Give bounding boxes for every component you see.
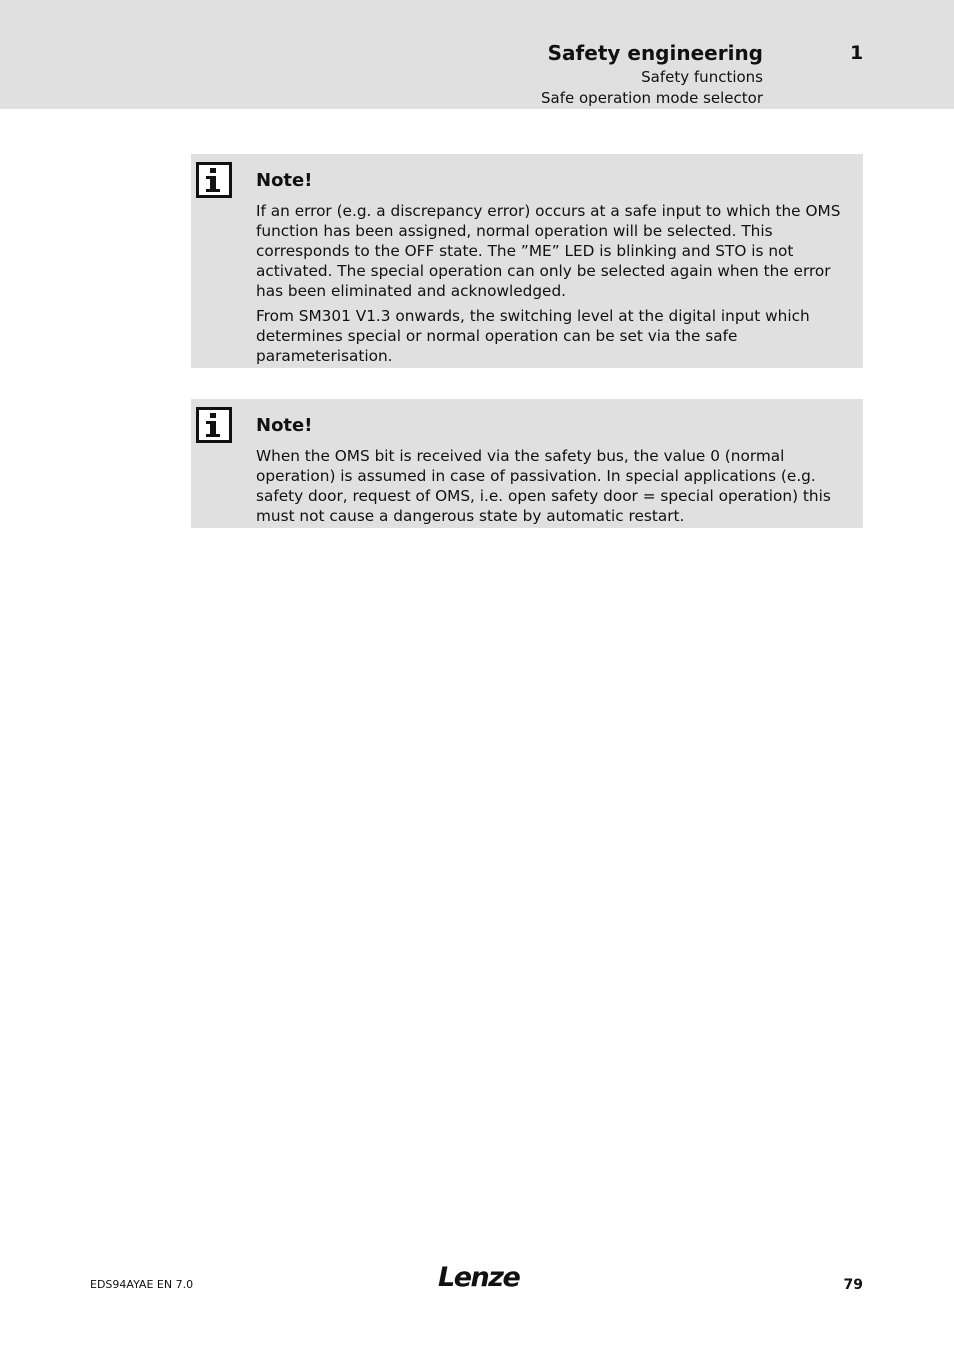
note-body bbox=[256, 201, 858, 371]
page-number: 79 bbox=[843, 1277, 863, 1293]
note-paragraph: When the OMS bit is received via the safety bus, the value 0 (normal operation) is assumed in case of passivation. In special applications (e.g. safety door, request of OMS, i.e. open safety door = special operation) this must not cause a dangerous state by automatic restart. bbox=[256, 447, 831, 525]
page-header bbox=[0, 0, 954, 109]
chapter-number: 1 bbox=[850, 42, 864, 64]
note-paragraph: If an error (e.g. a discrepancy error) occurs at a safe input to which the OMS function has been assigned, normal operation will be selected. This corresponds to the OFF state. The ”ME” LED is blinking and STO is not activated. The special operation can only be selected again when the error has been eliminated and acknowledged. bbox=[256, 202, 841, 300]
note-title: Note! bbox=[256, 170, 313, 191]
chapter-title: Safety engineering bbox=[547, 41, 763, 65]
document-id: EDS94AYAE EN 7.0 bbox=[90, 1278, 194, 1291]
section-title: Safety functions bbox=[641, 68, 763, 86]
note-paragraph: From SM301 V1.3 onwards, the switching level at the digital input which determines special or normal operation can be set via the safe parameterisation. bbox=[256, 307, 810, 365]
note-title: Note! bbox=[256, 415, 313, 436]
note-body bbox=[256, 446, 858, 531]
info-icon bbox=[196, 407, 232, 443]
note-box bbox=[191, 399, 863, 528]
lenze-logo: Lenze bbox=[438, 1262, 520, 1293]
note-box bbox=[191, 154, 863, 368]
info-icon bbox=[196, 162, 232, 198]
subsection-title: Safe operation mode selector bbox=[541, 89, 763, 107]
